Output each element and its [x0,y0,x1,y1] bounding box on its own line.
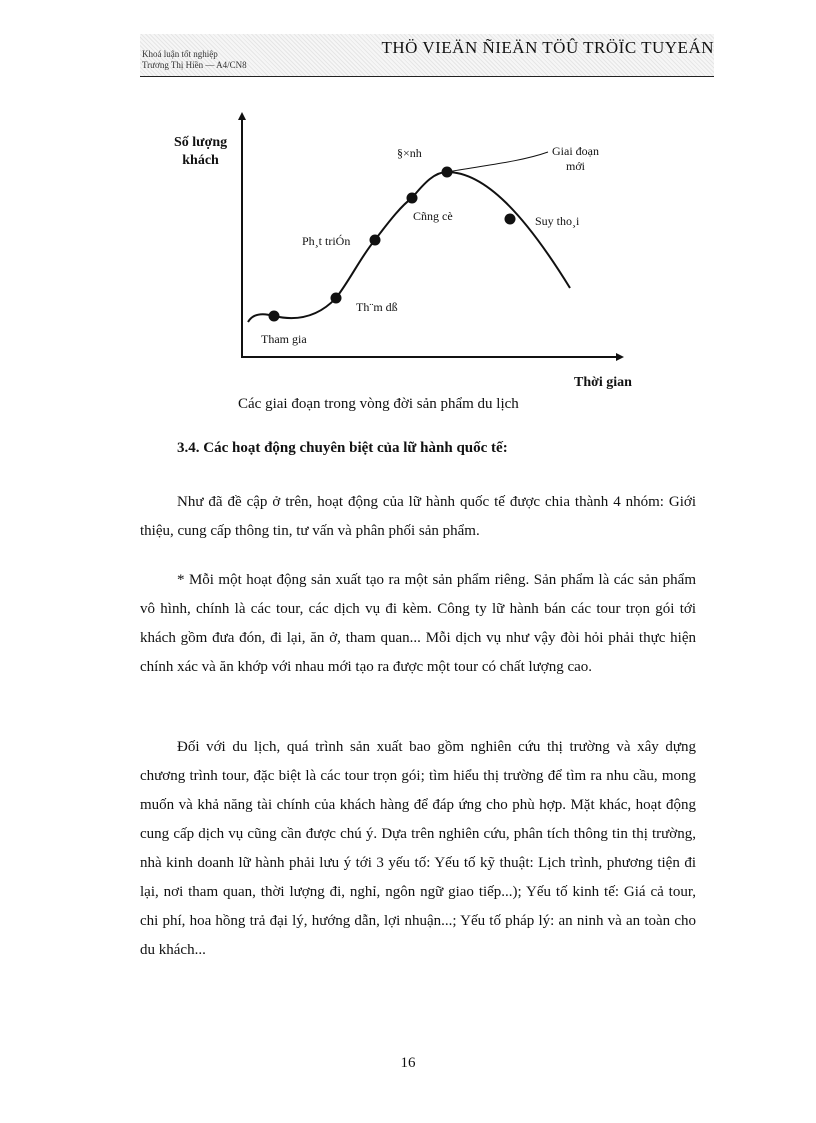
stage-label-tham-gia: Tham gia [261,332,307,346]
y-axis-title-line2: khách [182,153,219,168]
stage-point-dinh [442,167,453,178]
stage-label-cung-co: Cñng cè [413,209,453,223]
product-lifecycle-chart [140,100,660,400]
stage-point-tham-gia [269,311,280,322]
header-rule [140,76,714,77]
paragraph-1: Như đã đề cập ở trên, hoạt động của lữ hành quốc tế được chia thành 4 nhóm: Giới thiệu, cung cấp thông tin, tư vấn và phân phối sản phẩm. [140,494,696,539]
stage-label-tham-do: Th¨m dß [356,300,398,314]
new-stage-label [552,144,599,174]
header-thesis-label: Khoá luận tốt nghiệp [142,49,218,59]
header-library-title: THÖ VIEÄN ÑIEÄN TÖÛ TRÖÏC TUYEÁN [381,38,714,57]
stage-label-phat-trien: Ph¸t triÓn [302,234,351,248]
page-number: 16 [400,1055,416,1071]
header-author: Trương Thị Hiền — A4/CN8 [142,60,247,70]
new-stage-line [447,152,548,172]
stage-label-suy-thoai: Suy tho¸i [535,214,580,228]
paragraph-3: Đối với du lịch, quá trình sản xuất bao gồm nghiên cứu thị trường và xây dựng chương trình tour, đặc biệt là các tour trọn gói; tìm hiểu thị trường để tìm ra nhu cầu, mong muốn và khả năng tài chính của khách hàng để đáp ứng cho phù hợp. Mặt khác, hoạt động cung cấp dịch vụ cũng cần được chú ý. Dựa trên nghiên cứu, phân tích thông tin thị trường, nhà kinh doanh lữ hành phải lưu ý tới 3 yếu tố: Yếu tố kỹ thuật: Lịch trình, phương tiện đi lại, nơi tham quan, thời lượng đi, nghỉ, ngôn ngữ giao tiếp...); Yếu tố kinh tế: Giá cả tour, chi phí, hoa hồng trả đại lý, hướng dẫn, lợi nhuận...; Yếu tố pháp lý: an ninh và an toàn cho du khách... [140,739,696,958]
new-stage-label-line1: Giai đoạn [552,144,599,158]
y-axis-title [174,134,227,170]
x-axis-title: Thời gian [574,375,632,390]
page-header [140,34,714,76]
header-left [142,49,247,71]
paragraph-2: * Mỗi một hoạt động sản xuất tạo ra một sản phẩm riêng. Sản phẩm là các sản phẩm vô hình, chính là các tour, các dịch vụ đi kèm. Công ty lữ hành bán các tour trọn gói tới khách gồm đưa đón, đi lại, ăn ở, tham quan... Mỗi dịch vụ như vậy đòi hỏi phải thực hiện chính xác và ăn khớp với nhau mới tạo ra được một tour có chất lượng cao. [140,572,696,675]
y-axis-title-line1: Số lượng [174,135,228,150]
section-heading: 3.4. Các hoạt động chuyên biệt của lữ hành quốc tế: [177,440,508,456]
stage-point-suy-thoai [505,214,516,225]
chart-caption: Các giai đoạn trong vòng đời sản phẩm du lịch [238,396,519,412]
stage-point-phat-trien [370,235,381,246]
stage-point-cung-co [407,193,418,204]
new-stage-label-line2: mới [565,159,585,173]
stage-label-dinh: §×nh [397,146,422,160]
stage-point-tham-do [331,293,342,304]
